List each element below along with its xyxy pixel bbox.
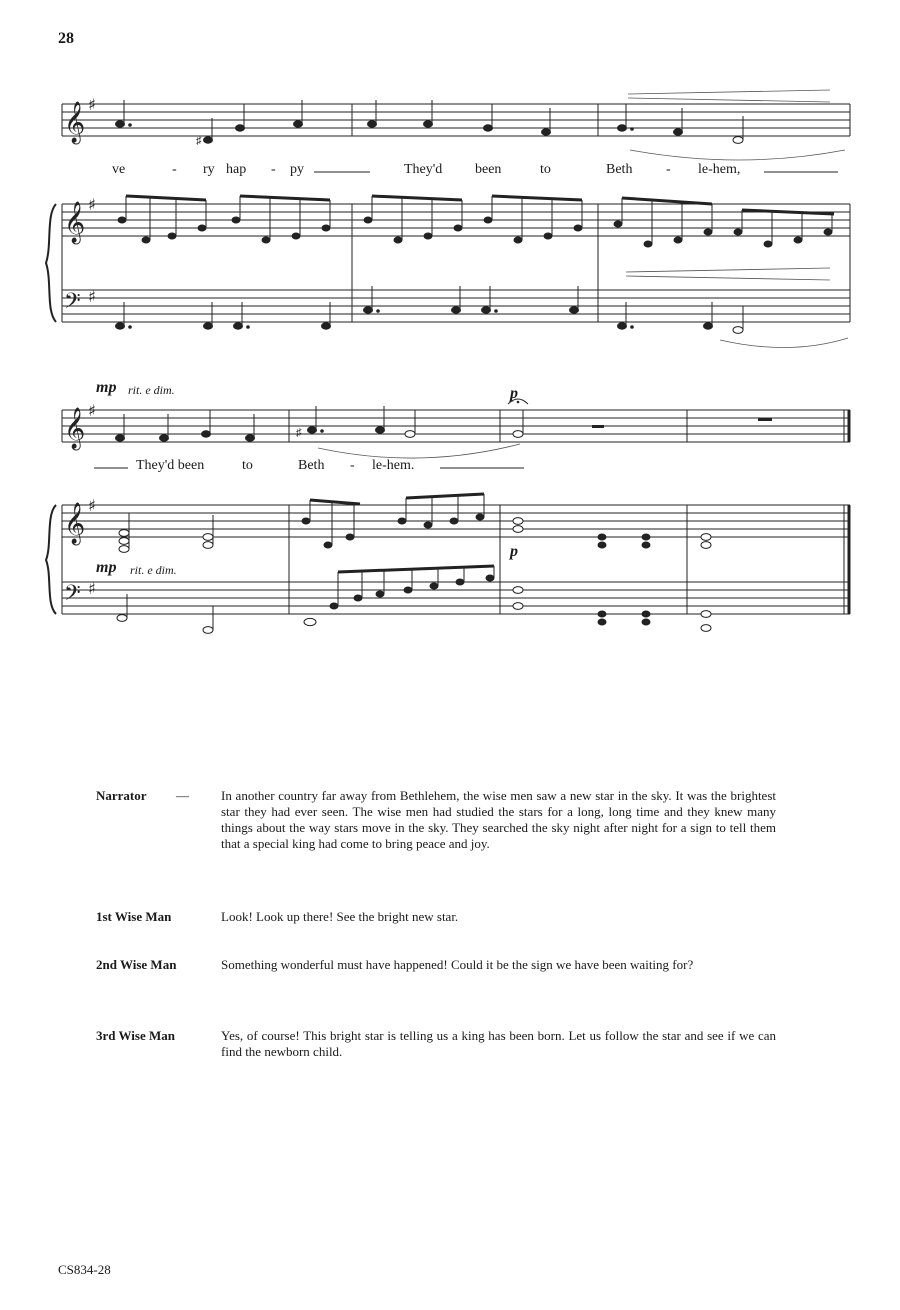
piano-fermata-dynamic: p	[510, 543, 518, 560]
fermata-dynamic: p	[510, 385, 518, 402]
speech-text: Something wonderful must have happened! Could it be the sign we have been waiting for?	[221, 957, 694, 972]
lyric-syllable: to	[540, 162, 551, 177]
svg-text:♯: ♯	[296, 427, 302, 439]
lyric-syllable: ve	[112, 162, 126, 177]
speaker-dash: —	[176, 788, 189, 803]
dialogue-1st-wise-man	[96, 909, 776, 925]
svg-text:♯: ♯	[88, 401, 96, 420]
bass-clef-icon: 𝄢	[64, 289, 81, 319]
lyric-syllable: Beth	[298, 458, 325, 473]
svg-text:♯: ♯	[88, 95, 96, 114]
lyric-syllable: Beth	[606, 162, 633, 177]
speech-text: Yes, of course! This bright star is telling us a king has been born. Let us follow the star and see if we can find the newborn child.	[221, 1028, 776, 1059]
lyric-syllable: been	[475, 162, 502, 177]
lyric-syllable: le-hem,	[698, 162, 741, 177]
system1-vocal-staff	[62, 104, 850, 136]
dialogue-2nd-wise-man	[96, 957, 776, 973]
speech-text: In another country far away from Bethlehem, the wise men saw a new star in the sky. It was the brightest star they had ever seen. The wise men had studied the stars for a long, long time and they knew many things about the way stars move in the sky. They searched the sky night after night for a sign to tell them that a special king had come to bring peace and joy.	[221, 788, 776, 851]
catalog-code: CS834-28	[58, 1262, 111, 1277]
lyric-syllable: They'd been	[136, 458, 205, 473]
treble-clef-icon: 𝄞	[64, 102, 86, 143]
dialogue-3rd-wise-man	[96, 1028, 776, 1060]
lyric-syllable: to	[242, 458, 253, 473]
piano-dynamic: mp	[96, 559, 117, 576]
speaker-name: Narrator	[96, 788, 147, 803]
svg-text:♯: ♯	[88, 496, 96, 515]
speaker-name: 2nd Wise Man	[96, 957, 177, 972]
treble-clef-icon: 𝄞	[64, 408, 86, 449]
speaker-name: 3rd Wise Man	[96, 1028, 175, 1043]
lyric-syllable: le-hem.	[372, 458, 415, 473]
lyric-hyphen: -	[666, 162, 671, 177]
piano-tempo-marking: rit. e dim.	[130, 563, 177, 577]
system1-piano-bass-staff	[62, 204, 850, 322]
lyric-syllable: py	[290, 162, 304, 177]
dialogue-narrator	[96, 788, 776, 852]
bass-clef-icon: 𝄢	[64, 581, 81, 611]
vocal-tempo-marking: rit. e dim.	[128, 383, 175, 397]
system2-vocal-staff	[62, 410, 850, 442]
vocal-dynamic: mp	[96, 379, 117, 396]
lyric-syllable: ry	[203, 162, 215, 177]
svg-text:♯: ♯	[196, 135, 202, 147]
svg-text:♯: ♯	[88, 287, 96, 306]
svg-text:♯: ♯	[88, 579, 96, 598]
lyric-syllable: hap	[226, 162, 247, 177]
treble-clef-icon: 𝄞	[64, 202, 86, 243]
lyric-syllable: They'd	[404, 162, 443, 177]
speaker-name: 1st Wise Man	[96, 909, 172, 924]
lyric-hyphen: -	[271, 162, 276, 177]
speech-text: Look! Look up there! See the bright new star.	[221, 909, 459, 924]
lyric-hyphen: -	[350, 458, 355, 473]
svg-text:♯: ♯	[88, 195, 96, 214]
lyric-hyphen: -	[172, 162, 177, 177]
page-number: 28	[58, 30, 74, 47]
treble-clef-icon: 𝄞	[64, 503, 86, 544]
